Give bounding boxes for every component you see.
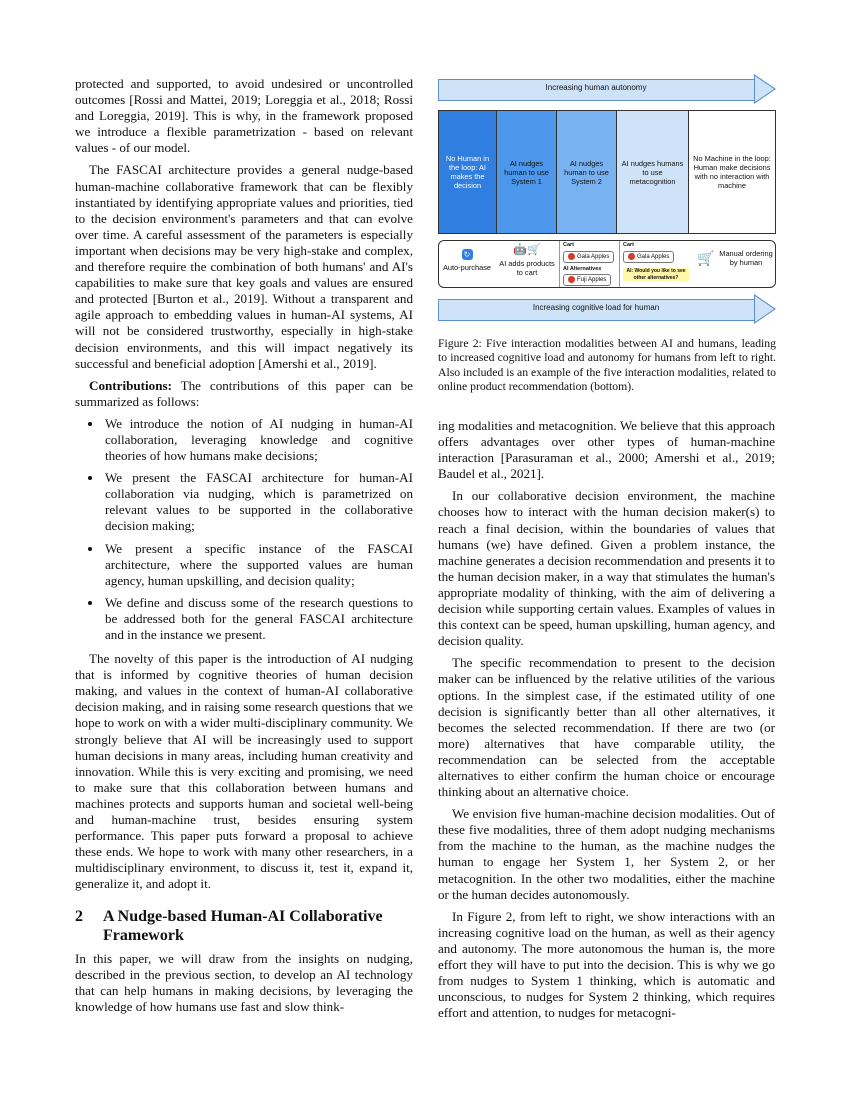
autonomy-arrow-label: Increasing human autonomy: [545, 83, 647, 92]
modality-3: AI nudges human to use System 2: [557, 111, 617, 233]
cognitive-load-arrow: [438, 294, 776, 324]
contributions-text: The contributions of this paper can be summarized as follows:: [75, 377, 413, 409]
modalities-row: [438, 110, 776, 234]
section-number: 2: [75, 907, 83, 925]
section-heading: [75, 907, 413, 945]
paragraph: protected and supported, to avoid undesired or uncontrolled outcomes [Rossi and Mattei, 2019; Loreggia et al., 2018; Rossi and Loreggia, 2019]. This is why, in the framework proposed we introduce a flexible parametrization - based on relevant values - of our model.: [75, 76, 413, 156]
list-item: • We present a specific instance of the FASCAI architecture, where the supported values are human agency, human upskilling, and decision quality;: [103, 541, 413, 589]
paragraph: The FASCAI architecture provides a general nudge-based human-machine collaborative framework that can be flexibly instantiated by identifying appropriate values and priorities, tied to the decision environment's parameters and that can evolve over time. A careful assessment of the parameters is especially important when decisions may be very high-stake and complex, and therefore require the combination of both humans' and AI's capabilities to make sure that key goals and values are ensured and protected [Burton et al., 2019]. Without a transparent and agile approach to embedding values in human-AI systems, AI will not be considered trustworthy, especially in high-stake decision environments, and this will impact negatively its successful and beneficial adoption [Amershi et al., 2019].: [75, 162, 413, 371]
example-metacognition: [619, 241, 692, 287]
example-manual: [693, 241, 775, 287]
cognitive-load-arrow-label: Increasing cognitive load for human: [532, 303, 660, 312]
robot-cart-icon: 🤖🛒: [513, 244, 541, 256]
apple-icon: [628, 253, 635, 260]
modality-4: AI nudges humans to use metacognition: [617, 111, 689, 233]
right-column: [438, 418, 775, 1027]
alternatives-label: AI Alternatives: [563, 266, 602, 272]
example-system2: [559, 241, 618, 287]
fuji-pill: [563, 274, 611, 286]
cart-label: Cart: [623, 242, 635, 248]
cart-label: Cart: [563, 242, 575, 248]
gala-label: Gala Apples: [637, 254, 670, 261]
gala-label: Gala Apples: [577, 254, 610, 261]
paragraph: In our collaborative decision environment, the machine chooses how to interact with the human decision maker(s) to reach a final decision, within the boundaries of values that humans (we) have defined. Given a problem instance, the machine generates a decision recommendation and presents it to the human decision maker, in a way that stimulates the human's appropriate modality of thinking, with the aim of delivering a decision while supporting certain values. Examples of values in this context can be speed, human upskilling, human agency, and decision quality.: [438, 488, 775, 649]
manual-label: Manual ordering by human: [719, 249, 773, 267]
auto-purchase-label: Auto-purchase: [442, 263, 492, 272]
adds-to-cart-label: AI adds products to cart: [499, 259, 555, 277]
paragraph: In Figure 2, from left to right, we show interactions with an increasing cognitive load on the human, as well as their agency and autonomy. The more autonomous the human is, the more effort they will have to put into the decision. This is why we go from nudges to System 1 thinking, which is automatic and unconscious, to nudges for System 2 thinking, which requires effort and attention, to nudges for metacogni-: [438, 908, 775, 1021]
figure-caption: Figure 2: Five interaction modalities between AI and humans, leading to increased cognitive load and autonomy for humans from left to right. Also included is an example of the five interaction modalities, related to online product recommendation (bottom).: [438, 337, 776, 393]
person-cart-icon: 🛒: [697, 250, 715, 266]
apple-icon: [568, 276, 575, 283]
modality-2: AI nudges human to use System 1: [497, 111, 557, 233]
list-item: • We present the FASCAI architecture for human-AI collaboration via nudging, which is parametrized on relevant values to be supported in the collaborative decision making;: [103, 470, 413, 534]
contributions-lead: Contributions:: [89, 377, 172, 393]
gala-pill: [563, 251, 614, 263]
alternatives-question: AI: Would you like to see other alternatives?: [623, 268, 689, 281]
paragraph: ing modalities and metacognition. We believe that this approach offers advantages over other types of human-machine interaction [Parasuraman et al., 2000; Amershi et al., 2019; Baudel et al., 2021].: [438, 418, 775, 482]
example-auto-purchase: [439, 241, 495, 287]
autonomy-arrow: [438, 74, 776, 104]
modality-1: No Human in the loop: AI makes the decision: [439, 111, 497, 233]
modality-5: No Machine in the loop: Human make decisions with no interaction with machine: [689, 111, 775, 233]
gala-pill: [623, 251, 674, 263]
section-title: A Nudge-based Human-AI Collaborative Framework: [103, 907, 383, 944]
paragraph: [75, 378, 413, 410]
contributions-list: [75, 416, 413, 643]
paragraph: We envision five human-machine decision modalities. Out of these five modalities, three of them adopt nudging mechanisms from the machine to the human, as the machine nudges the human to engage her System 1, her System 2, or her metacognition. In the other two modalities, either the machine or the human decides autonomously.: [438, 806, 775, 902]
paragraph: In this paper, we will draw from the insights on nudging, described in the previous section, to develop an AI technology that can help humans in making decisions, by leveraging the knowledge of how humans use fast and slow think-: [75, 950, 413, 1014]
list-item: • We define and discuss some of the research questions to be addressed both for the general FASCAI architecture and in the instance we present.: [103, 595, 413, 643]
example-adds-to-cart: [497, 241, 557, 287]
paragraph: The novelty of this paper is the introduction of AI nudging that is informed by cognitive theories of human decision making, and values in the context of human-AI collaborative decision making, and in raising some research questions that we hope to work on with a wider multi-disciplinary community. We strongly believe that AI will be increasingly used to support human decisions in many areas, including human creativity and innovation. While this is very exciting and promising, we need to make sure that this collaboration between humans and machines protects and supports human and societal well-being and human-machine trust, besides ensuring system performance. This paper puts forward a proposal to achieve these ends. We hope to work with many other researchers, in a multidisciplinary environment, to discuss it, test it, expand it, generalize it, and adopt it.: [75, 651, 413, 892]
left-column: [75, 76, 413, 1021]
example-row: [438, 240, 776, 288]
fuji-label: Fuji Apples: [577, 277, 607, 284]
refresh-icon: ↻: [462, 249, 473, 260]
apple-icon: [568, 253, 575, 260]
figure-2: [438, 74, 776, 336]
paragraph: The specific recommendation to present to the decision maker can be influenced by the relative utilities of the various options. In the simplest case, if the estimated utility of one decision is significantly better than all other alternatives, it becomes the selected recommendation. If there are two (or more) alternatives that have comparable utility, the recommendation can be selected from the acceptable alternatives to either confirm the human choice or encourage thinking about an alternative choice.: [438, 655, 775, 800]
list-item: • We introduce the notion of AI nudging in human-AI collaboration, leveraging knowledge and cognitive theories of how humans make decisions;: [103, 416, 413, 464]
